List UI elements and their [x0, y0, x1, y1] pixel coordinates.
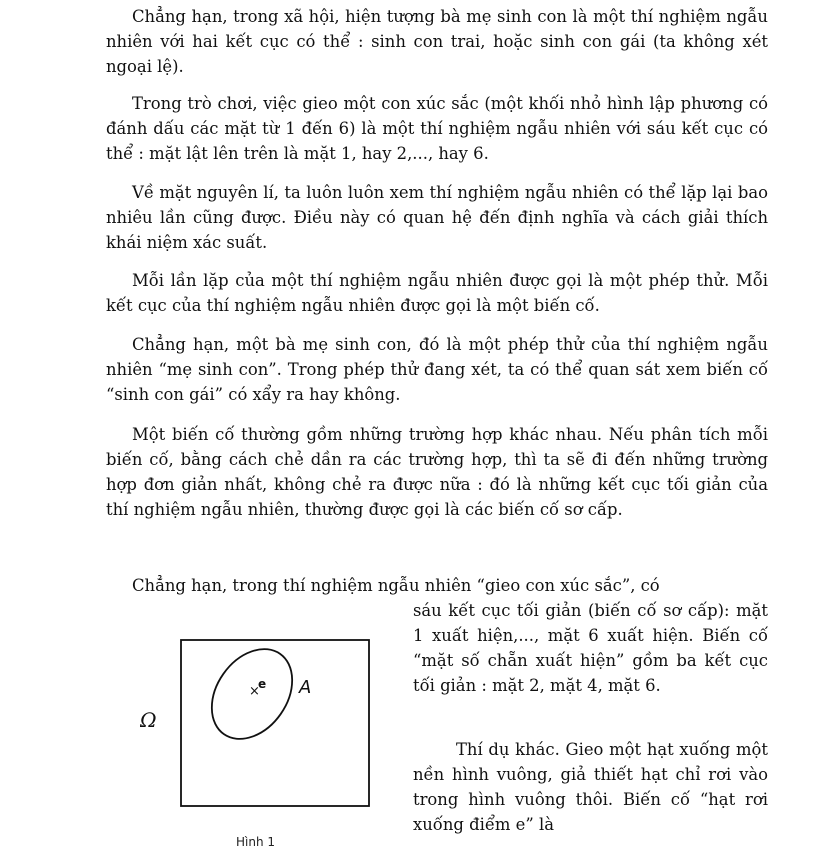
paragraph-6: Một biến cố thường gồm những trường hợp khác nhau. Nếu phân tích mỗi biến cố, bằng cách chẻ dần ra các trường hợp, thì ta sẽ đi đến những trường hợp đơn giản nhất, không chẻ ra được nữa : đó là những kết cục tối giản của thí nghiệm ngẫu nhiên, thường được gọi là các biến cố sơ cấp.	[106, 425, 768, 519]
figure-caption: Hình 1	[236, 835, 276, 849]
paragraph-4: Mỗi lần lặp của một thí nghiệm ngẫu nhiên được gọi là một phép thử. Mỗi kết cục của thí nghiệm ngẫu nhiên được gọi là một biến cố.	[106, 271, 768, 315]
paragraph-3: Về mặt nguyên lí, ta luôn luôn xem thí nghiệm ngẫu nhiên có thể lặp lại bao nhiêu lần cũng được. Điều này có quan hệ đến định nghĩa và cách giải thích khái niệm xác suất.	[106, 183, 768, 252]
side-paragraph-2: Thí dụ khác. Gieo một hạt xuống một nền hình vuông, giả thiết hạt chỉ rơi vào trong hình vuông thôi. Biến cố “hạt rơi xuống điểm e” là	[413, 740, 768, 834]
event-label: A	[299, 677, 312, 698]
paragraph-5: Chẳng hạn, một bà mẹ sinh con, đó là một phép thử của thí nghiệm ngẫu nhiên “mẹ sinh con”. Trong phép thử đang xét, ta có thể quan sát xem biến cố “sinh con gái” có xẩy ra hay không.	[106, 335, 768, 404]
sample-space-square	[181, 640, 369, 806]
omega-label: Ω	[140, 708, 157, 732]
paragraph-2: Trong trò chơi, việc gieo một con xúc sắc (một khối nhỏ hình lập phương có đánh dấu các mặt từ 1 đến 6) là một thí nghiệm ngẫu nhiên với sáu kết cục có thể : mặt lật lên trên là mặt 1, hay 2,..., hay 6.	[106, 94, 768, 163]
sample-space-figure	[140, 636, 390, 836]
paragraph-7: Chẳng hạn, trong thí nghiệm ngẫu nhiên “gieo con xúc sắc”, có	[132, 576, 660, 595]
paragraph-1: Chẳng hạn, trong xã hội, hiện tượng bà mẹ sinh con là một thí nghiệm ngẫu nhiên với hai kết cục có thể : sinh con trai, hoặc sinh con gái (ta không xét ngoại lệ).	[106, 7, 768, 76]
side-paragraph-1: sáu kết cục tối giản (biến cố sơ cấp): mặt 1 xuất hiện,..., mặt 6 xuất hiện. Biến cố “mặt số chẵn xuất hiện” gồm ba kết cục tối giản : mặt 2, mặt 4, mặt 6.	[413, 601, 768, 695]
point-label: e	[258, 677, 267, 691]
point-cross: ×	[249, 684, 260, 699]
